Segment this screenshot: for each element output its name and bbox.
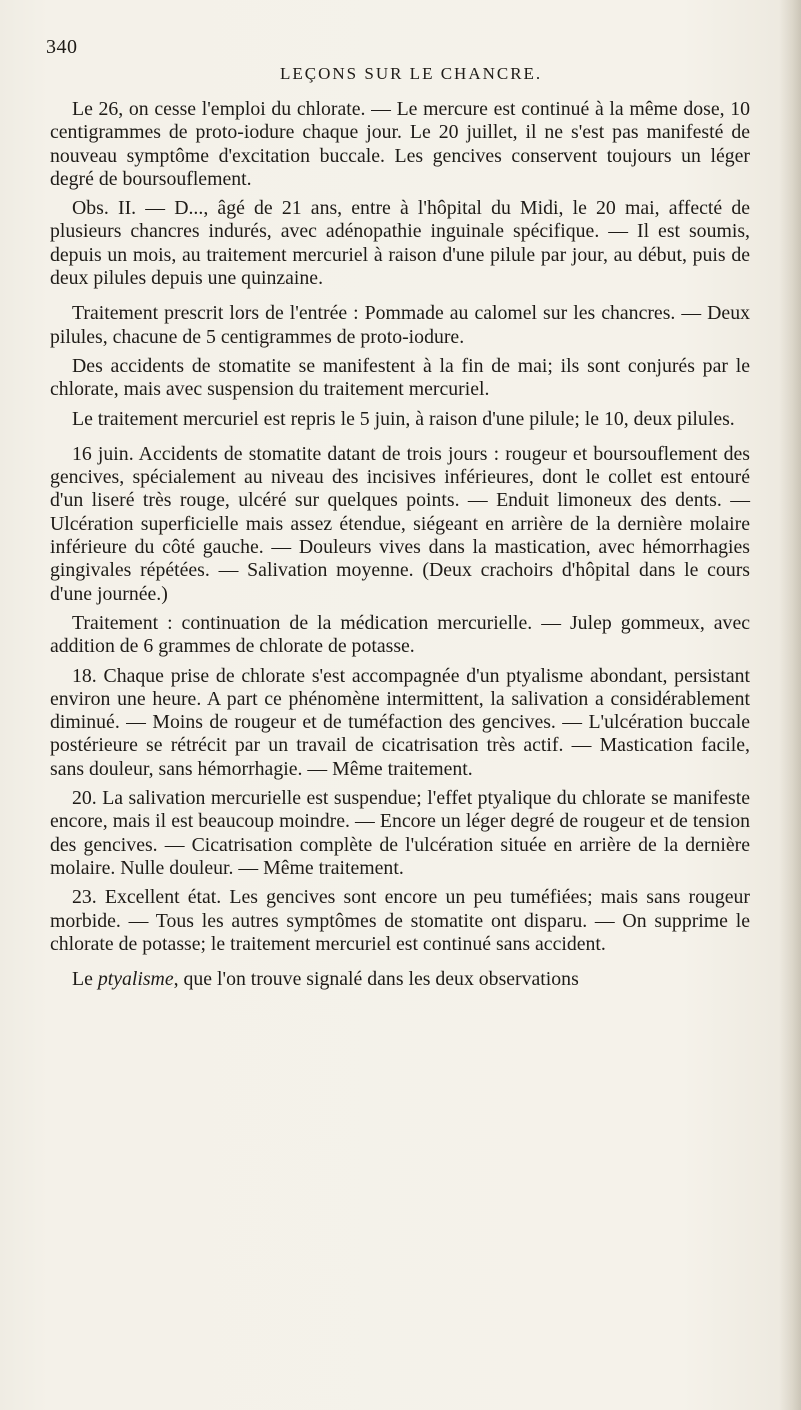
closing-prefix: Le: [72, 968, 98, 991]
italic-term: ptyalisme: [97, 968, 174, 991]
paragraph: Le 26, on cesse l'emploi du chlorate. — Le mercure est continué à la même dose, 10 centigrammes de proto-iodure chaque jour. Le 20 juillet, il ne s'est pas manifesté de nouveau symptôme d'excitation buccale. Les gencives conservent toujours un léger degré de boursouflement.: [50, 98, 750, 190]
running-head: LEÇONS SUR LE CHANCRE.: [280, 64, 543, 83]
paragraph: 16 juin. Accidents de stomatite datant de trois jours : rougeur et boursouflement des gencives, spécialement au niveau des incisives inférieures, dont le collet est entouré d'un liseré très rouge, ulcéré sur quelques points. — Enduit limoneux des dents. — Ulcération superficielle mais assez étendue, siégeant en arrière de la dernière molaire inférieure du côté gauche. — Douleurs vives dans la mastication, avec hémorrhagies gingivales répétées. — Salivation moyenne. (Deux crachoirs d'hôpital dans le cours d'une journée.): [50, 442, 750, 605]
paragraph: 20. La salivation mercurielle est suspendue; l'effet ptyalique du chlorate se manifeste encore, mais il est beaucoup moindre. — Encore un léger degré de rougeur et de tension des gencives. — Cicatrisation complète de l'ulcération située en arrière de la dernière molaire. Nulle douleur. — Même traitement.: [50, 787, 750, 879]
paragraph: Des accidents de stomatite se manifestent à la fin de mai; ils sont conjurés par le chlorate, mais avec suspension du traitement mercuriel.: [50, 354, 750, 401]
closing-suffix: , que l'on trouve signalé dans les deux observations: [173, 968, 579, 991]
body-text: [50, 98, 750, 997]
paragraph: Traitement : continuation de la médication mercurielle. — Julep gommeux, avec addition de 6 grammes de chlorate de potasse.: [50, 611, 750, 658]
paragraph: 18. Chaque prise de chlorate s'est accompagnée d'un ptyalisme abondant, persistant environ une heure. A part ce phénomène intermittent, la salivation a considérablement diminué. — Moins de rougeur et de tuméfaction des gencives. — L'ulcération buccale postérieure se rétrécit par un travail de cicatrisation très actif. — Mastication facile, sans douleur, sans hémorrhagie. — Même traitement.: [50, 664, 750, 780]
paragraph: Le traitement mercuriel est repris le 5 juin, à raison d'une pilule; le 10, deux pilules.: [72, 407, 735, 430]
closing-paragraph: [50, 968, 750, 991]
paragraph: Obs. II. — D..., âgé de 21 ans, entre à l'hôpital du Midi, le 20 mai, affecté de plusieurs chancres indurés, avec adénopathie inguinale spécifique. — Il est soumis, depuis un mois, au traitement mercuriel à raison d'une pilule par jour, au début, puis de deux pilules depuis une quinzaine.: [50, 197, 750, 290]
page-number: 340: [46, 36, 78, 58]
paragraph: 23. Excellent état. Les gencives sont encore un peu tuméfiées; mais sans rougeur morbide. — Tous les autres symptômes de stomatite ont disparu. — On supprime le chlorate de potasse; le traitement mercuriel est continué sans accident.: [50, 886, 750, 955]
page-edge-shadow: [779, 0, 801, 1410]
paragraph: Traitement prescrit lors de l'entrée : Pommade au calomel sur les chancres. — Deux pilules, chacune de 5 centigrammes de proto-iodure.: [50, 302, 750, 348]
